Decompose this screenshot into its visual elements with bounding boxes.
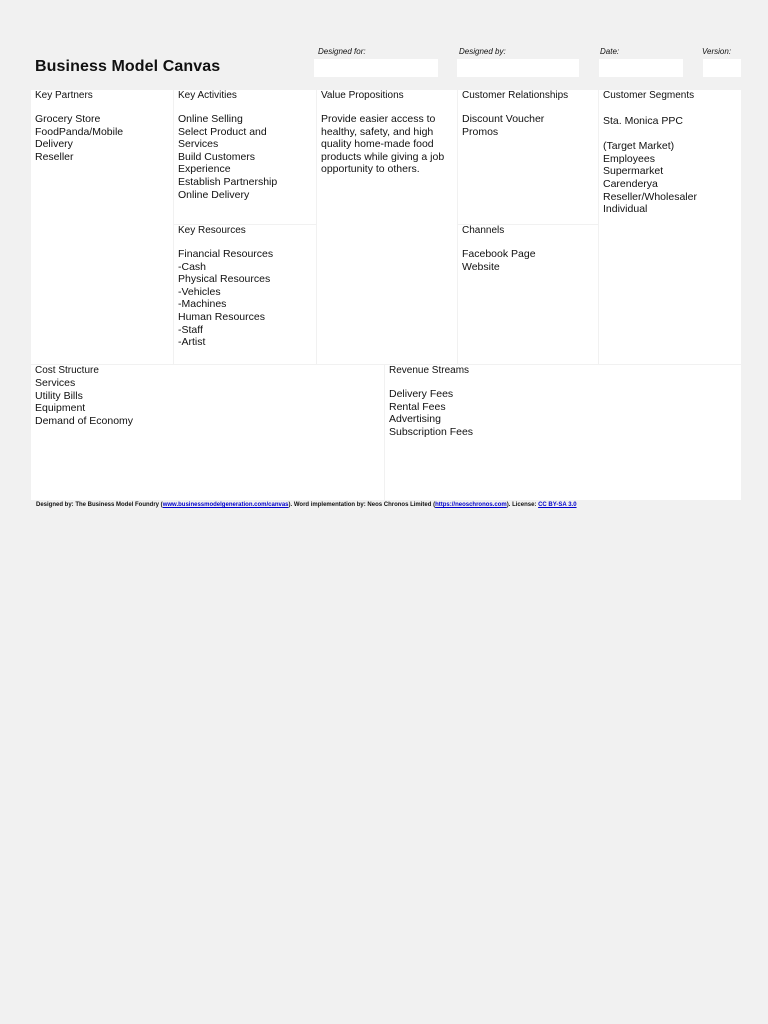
date-label: Date: [600,47,620,56]
canvas-line: Reseller/Wholesaler [603,190,697,203]
canvas-line: Equipment [35,402,86,415]
canvas-line: Facebook Page [462,248,536,260]
canvas-line: opportunity to others. [321,163,420,176]
canvas-line: Services [178,138,219,151]
customer-relationships-list [462,113,594,138]
cost-structure-section [31,365,384,500]
canvas-line: -Staff [178,323,203,336]
version-label: Version: [702,47,732,56]
key-activities-title: Key Activities [178,90,237,101]
revenue-streams-list [389,388,737,438]
canvas-line: Employees [603,152,655,165]
canvas-line: Sta. Monica PPC [603,115,683,127]
canvas-line: Website [462,260,500,273]
canvas-line: Supermarket [603,165,664,178]
canvas-line: Online Delivery [178,188,250,201]
canvas-line: Carenderya [603,177,658,190]
canvas-line: Human Resources [178,310,265,323]
canvas-line: Delivery [35,138,73,151]
value-propositions-title: Value Propositions [321,90,404,101]
canvas-line: Utility Bills [35,389,83,402]
revenue-streams-title: Revenue Streams [389,365,470,376]
canvas-line: Provide easier access to [321,113,436,125]
cost-structure-title: Cost Structure [35,365,99,376]
canvas-line: -Artist [178,336,206,349]
customer-segments-title: Customer Segments [603,90,695,101]
canvas-line: Build Customers [178,150,256,163]
version-field[interactable] [703,59,741,77]
canvas-line: Select Product and [178,125,267,138]
canvas-line: Grocery Store [35,113,101,125]
canvas-line: -Machines [178,298,227,311]
key-partners-section [31,90,173,364]
date-field[interactable] [599,59,683,77]
footer-suffix: ). License: [506,502,539,508]
canvas-line: Establish Partnership [178,175,278,188]
canvas-line: -Vehicles [178,285,221,298]
canvas-line: Demand of Economy [35,414,134,427]
customer-relationships-title: Customer Relationships [462,90,569,101]
canvas-line: Services [35,377,76,389]
business-model-canvas [31,90,741,500]
designed-by-field[interactable] [457,59,579,77]
key-activities-list [178,113,312,201]
value-propositions-list [321,113,453,176]
canvas-line: Financial Resources [178,248,274,260]
designed-for-field[interactable] [314,59,438,77]
license-link[interactable]: CC BY-SA 3.0 [538,502,577,508]
customer-relationships-section [458,90,598,224]
canvas-line: Delivery Fees [389,388,454,400]
footer-middle: ). Word implementation by: Neos Chronos Limited ( [288,502,436,508]
key-partners-list [35,113,169,163]
canvas-line: Advertising [389,413,441,426]
revenue-streams-section [385,365,741,500]
businessmodelgeneration-link[interactable]: www.businessmodelgeneration.com/canvas [162,502,289,508]
key-activities-section [174,90,316,224]
footer-prefix: Designed by: The Business Model Foundry ( [36,502,163,508]
canvas-line: Experience [178,163,231,176]
key-resources-list [178,248,312,349]
canvas-line: Individual [603,203,648,216]
canvas-line: Reseller [35,150,74,163]
key-resources-title: Key Resources [178,225,246,236]
canvas-line: Online Selling [178,113,243,125]
value-propositions-section [317,90,457,364]
canvas-title: Business Model Canvas [35,58,221,75]
canvas-line: FoodPanda/Mobile [35,125,124,138]
canvas-line: (Target Market) [603,140,675,153]
canvas-line: Subscription Fees [389,425,474,438]
key-resources-section [174,225,316,364]
canvas-line: Physical Resources [178,273,271,286]
customer-segments-section [599,90,741,364]
canvas-line: products while giving a job [321,150,445,163]
key-partners-title: Key Partners [35,90,93,101]
channels-section [458,225,598,364]
canvas-line [603,128,737,141]
channels-list [462,248,594,273]
customer-segments-list [603,115,737,216]
canvas-line: Rental Fees [389,400,446,413]
canvas-line: -Cash [178,260,207,273]
channels-title: Channels [462,225,505,236]
cost-structure-list [35,377,380,427]
canvas-line: quality home-made food [321,138,434,151]
footer-credits [36,502,577,508]
designed-for-label: Designed for: [318,47,366,56]
canvas-line: Discount Voucher [462,113,545,125]
neoschronos-link[interactable]: https://neoschronos.com [435,502,507,508]
canvas-line: healthy, safety, and high [321,125,434,138]
designed-by-label: Designed by: [459,47,506,56]
canvas-line: Promos [462,125,499,138]
